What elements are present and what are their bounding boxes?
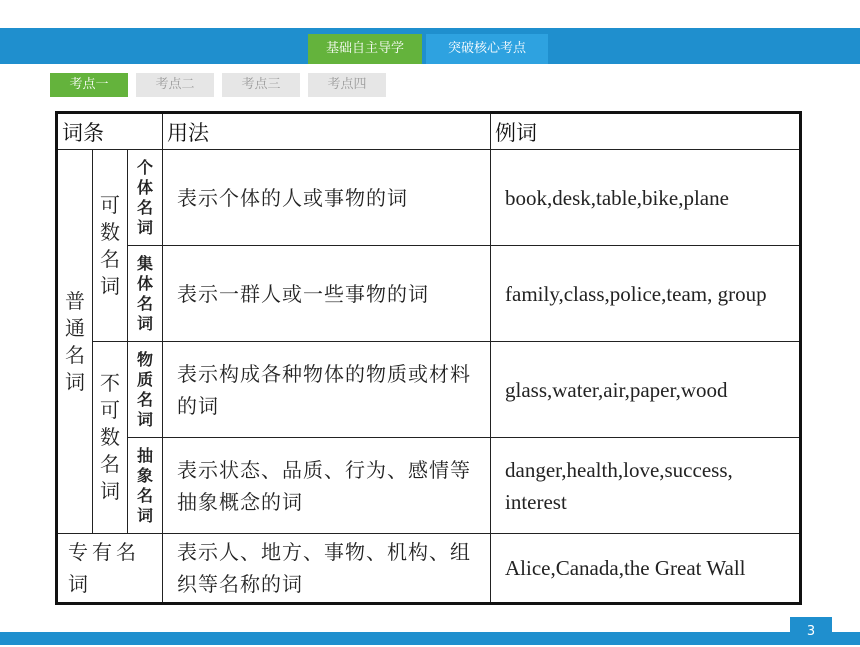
type-abstract: 抽象名词 <box>128 438 163 534</box>
bottom-bar <box>0 632 860 645</box>
noun-table <box>55 111 802 605</box>
example-abstract: danger,health,love,success, interest <box>491 438 799 534</box>
header-usage: 用法 <box>163 114 491 150</box>
common-noun-label: 普通名词 <box>58 150 93 534</box>
usage-abstract: 表示状态、品质、行为、感情等抽象概念的词 <box>163 438 491 534</box>
example-individual: book,desk,table,bike,plane <box>491 150 799 246</box>
type-individual: 个体名词 <box>128 150 163 246</box>
subtab-1[interactable]: 考点一 <box>50 73 128 97</box>
usage-collective: 表示一群人或一些事物的词 <box>163 246 491 342</box>
page-number: 3 <box>790 617 832 645</box>
type-material: 物质名词 <box>128 342 163 438</box>
subtab-4[interactable]: 考点四 <box>308 73 386 97</box>
usage-proper: 表示人、地方、事物、机构、组织等名称的词 <box>163 534 491 602</box>
header-example: 例词 <box>491 114 799 150</box>
type-collective: 集体名词 <box>128 246 163 342</box>
uncountable-label: 不可数名词 <box>93 342 128 534</box>
tab-guide[interactable]: 基础自主导学 <box>308 34 422 64</box>
subtab-2[interactable]: 考点二 <box>136 73 214 97</box>
subtab-3[interactable]: 考点三 <box>222 73 300 97</box>
header-term: 词条 <box>58 114 163 150</box>
usage-individual: 表示个体的人或事物的词 <box>163 150 491 246</box>
tab-breakthrough[interactable]: 突破核心考点 <box>426 34 548 64</box>
proper-noun-label: 专有名词 <box>58 534 163 602</box>
example-material: glass,water,air,paper,wood <box>491 342 799 438</box>
example-collective: family,class,police,team, group <box>491 246 799 342</box>
usage-material: 表示构成各种物体的物质或材料的词 <box>163 342 491 438</box>
example-proper: Alice,Canada,the Great Wall <box>505 556 746 580</box>
countable-label: 可数名词 <box>93 150 128 342</box>
